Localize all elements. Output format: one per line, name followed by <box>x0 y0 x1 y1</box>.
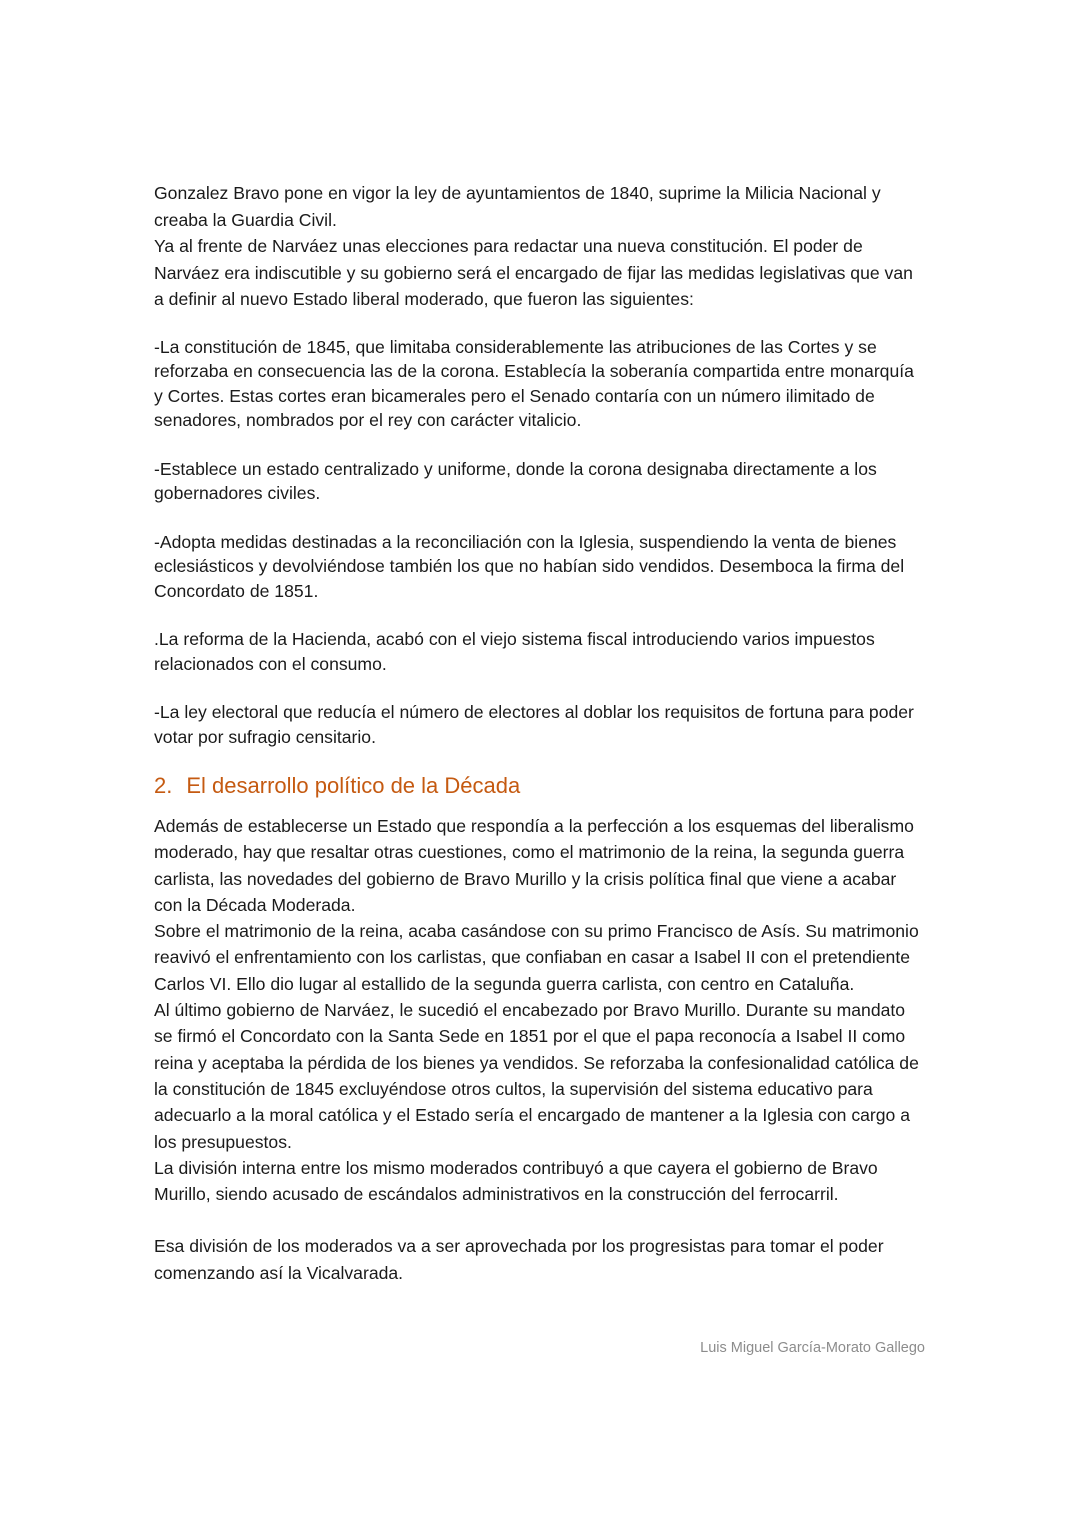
measure-item: -Adopta medidas destinadas a la reconciliación con la Iglesia, suspendiendo la venta de bienes eclesiásticos y devolviéndose también los que no habían sido vendidos. Desemboca la firma del Concordato de 1851. <box>154 531 905 601</box>
spacer <box>154 313 924 335</box>
author-footer: Luis Miguel García-Morato Gallego <box>700 1340 925 1356</box>
measure-item: -La constitución de 1845, que limitaba considerablemente las atribuciones de las Cortes y se reforzaba en consecuencia las de la corona. Establecía la soberanía compartida entre monarquía y Cortes. Estas cortes eran bicamerales pero el Senado contaría con un número ilimitado de senadores, nombrados por el rey con carácter vitalicio. <box>154 336 914 430</box>
measures-list <box>154 335 924 750</box>
section-body <box>154 813 924 1286</box>
section-number: 2. <box>154 773 173 798</box>
measure-item: -Establece un estado centralizado y uniforme, donde la corona designaba directamente a los gobernadores civiles. <box>154 458 877 503</box>
section-paragraph: La división interna entre los mismo moderados contribuyó a que cayera el gobierno de Bravo Murillo, siendo acusado de escándalos administrativos en la construcción del ferrocarril. <box>154 1157 878 1205</box>
section-paragraph: Sobre el matrimonio de la reina, acaba casándose con su primo Francisco de Asís. Su matrimonio reavivó el enfrentamiento con los carlistas, que confiaban en casar a Isabel II con el pretendiente Carlos VI. Ello dio lugar al estallido de la segunda guerra carlista, con centro en Cataluña. <box>154 921 919 994</box>
spacer <box>154 1207 924 1233</box>
intro-section <box>154 180 924 313</box>
page-content <box>154 180 924 1286</box>
section-title: El desarrollo político de la Década <box>186 773 521 798</box>
section-heading <box>154 771 924 801</box>
intro-paragraph-2: Ya al frente de Narváez unas elecciones para redactar una nueva constitución. El poder de Narváez era indiscutible y su gobierno será el encargado de fijar las medidas legislativas que van a definir al nuevo Estado liberal moderado, que fueron las siguientes: <box>154 236 913 309</box>
intro-paragraph-1: Gonzalez Bravo pone en vigor la ley de ayuntamientos de 1840, suprime la Milicia Nacional y creaba la Guardia Civil. <box>154 183 881 230</box>
measure-item: -La ley electoral que reducía el número de electores al doblar los requisitos de fortuna para poder votar por sufragio censitario. <box>154 702 914 747</box>
section-paragraph: Al último gobierno de Narváez, le sucedió el encabezado por Bravo Murillo. Durante su mandato se firmó el Concordato con la Santa Sede en 1851 por el que el papa reconocía a Isabel II como reina y aceptaba la pérdida de los bienes ya vendidos. Se reforzaba la confesionalidad católica de la constitución de 1845 excluyéndose otros cultos, la supervisión del sistema educativo para adecuarlo a la moral católica y el Estado sería el encargado de mantener a la Iglesia con cargo a los presupuestos. <box>154 1000 919 1152</box>
section-paragraph: Además de establecerse un Estado que respondía a la perfección a los esquemas del liberalismo moderado, hay que resaltar otras cuestiones, como el matrimonio de la reina, la segunda guerra carlista, las novedades del gobierno de Bravo Murillo y la crisis política final que viene a acabar con la Década Moderada. <box>154 816 914 915</box>
closing-paragraph: Esa división de los moderados va a ser aprovechada por los progresistas para tomar el poder comenzando así la Vicalvarada. <box>154 1236 884 1283</box>
measure-item: .La reforma de la Hacienda, acabó con el viejo sistema fiscal introduciendo varios impuestos relacionados con el consumo. <box>154 629 875 674</box>
